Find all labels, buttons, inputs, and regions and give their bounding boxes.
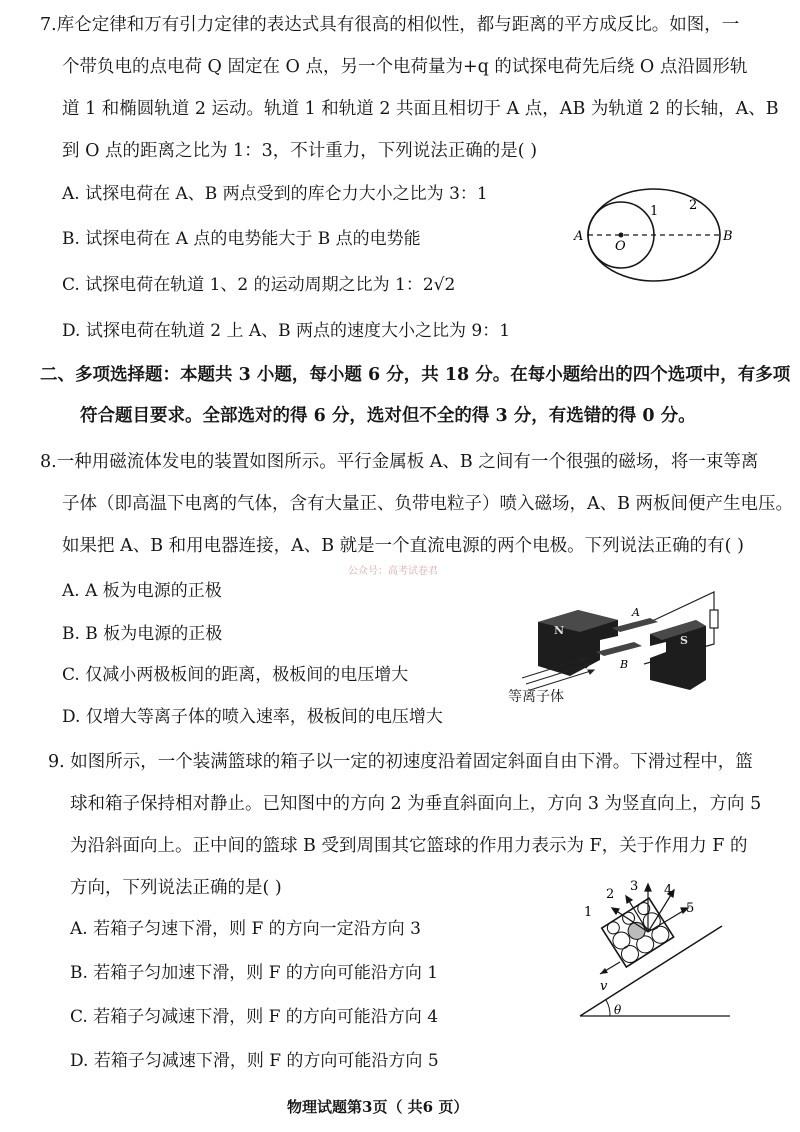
q8-option-a: A. A 板为电源的正极	[62, 581, 222, 601]
section2-line-2: 符合题目要求。全部选对的得 6 分，选对但不全的得 3 分，有选错的得 0 分。	[80, 406, 696, 426]
fig-label-b: B	[723, 229, 733, 244]
q8-line-2: 子体（即高温下电离的气体，含有大量正、负带电粒子）喷入磁场，A、B 两板间便产生电压。	[62, 494, 794, 514]
label-n: N	[554, 624, 565, 637]
label-velocity: v	[600, 979, 608, 994]
plasma-caption: 等离子体	[508, 689, 564, 705]
q7-option-b: B. 试探电荷在 A 点的电势能大于 B 点的电势能	[62, 229, 421, 249]
q9-line-2: 球和箱子保持相对静止。已知图中的方向 2 为垂直斜面向上，方向 3 为竖直向上，方向 5	[70, 794, 762, 814]
q8-option-d: D. 仅增大等离子体的喷入速率，极板间的电压增大	[62, 707, 443, 727]
theta-arc	[606, 1000, 610, 1016]
plate-a	[612, 618, 658, 632]
label-plate-a: A	[632, 606, 640, 619]
label-s: S	[680, 634, 688, 647]
q7-option-c: C. 试探电荷在轨道 1、2 的运动周期之比为 1：2√2	[62, 275, 456, 295]
q9-option-b: B. 若箱子匀加速下滑，则 F 的方向可能沿方向 1	[70, 963, 439, 983]
q9-line-4: 方向，下列说法正确的是( )	[70, 878, 282, 898]
q7-option-a: A. 试探电荷在 A、B 两点受到的库仑力大小之比为 3：1	[62, 184, 488, 204]
q8-line-3: 如果把 A、B 和用电器连接，A、B 就是一个直流电源的两个电极。下列说法正确的有( )	[62, 536, 744, 556]
fig-label-2: 2	[689, 198, 698, 213]
orbit-figure	[566, 186, 766, 296]
q9-line-3: 为沿斜面向上。正中间的篮球 B 受到周围其它篮球的作用力表示为 F，关于作用力 F 的	[70, 836, 748, 856]
label-dir-2: 2	[606, 887, 615, 902]
fig-label-1: 1	[650, 204, 659, 219]
fig-label-o: O	[615, 239, 626, 254]
q7-line-2: 个带负电的点电荷 Q 固定在 O 点，另一个电荷量为+q 的试探电荷先后绕 O 点沿圆形轨	[62, 57, 748, 77]
label-dir-4: 4	[664, 883, 673, 898]
q7-line-1: 7.库仑定律和万有引力定律的表达式具有很高的相似性，都与距离的平方成反比。如图，一	[40, 15, 740, 35]
q8-line-1: 8.一种用磁流体发电的装置如图所示。平行金属板 A、B 之间有一个很强的磁场，将一束等离	[40, 452, 759, 472]
q9-option-d: D. 若箱子匀减速下滑，则 F 的方向可能沿方向 5	[70, 1051, 439, 1071]
plate-b	[596, 642, 642, 656]
q9-option-a: A. 若箱子匀速下滑，则 F 的方向一定沿方向 3	[70, 919, 421, 939]
label-plate-b: B	[620, 658, 629, 671]
incline-box-figure	[570, 868, 740, 1028]
label-theta: θ	[614, 1003, 622, 1017]
label-dir-3: 3	[630, 879, 639, 894]
label-dir-1: 1	[584, 905, 593, 920]
page-footer: 物理试题第3页（ 共6 页）	[287, 1098, 469, 1116]
q9-line-1: 9. 如图所示，一个装满篮球的箱子以一定的初速度沿着固定斜面自由下滑。下滑过程中，篮	[48, 752, 753, 772]
watermark: 公众号：高考试卷君	[348, 566, 438, 577]
velocity-arrowhead	[600, 968, 608, 974]
label-dir-5: 5	[686, 901, 695, 916]
load-resistor	[710, 610, 718, 628]
point-charge-o	[619, 233, 624, 238]
q9-option-c: C. 若箱子匀减速下滑，则 F 的方向可能沿方向 4	[70, 1007, 439, 1027]
q8-option-c: C. 仅减小两极板间的距离，极板间的电压增大	[62, 665, 409, 685]
section2-line-1: 二、多项选择题：本题共 3 小题，每小题 6 分，共 18 分。在每小题给出的四个选项中，有多项	[40, 365, 791, 385]
q7-option-d: D. 试探电荷在轨道 2 上 A、B 两点的速度大小之比为 9：1	[62, 321, 511, 341]
q8-option-b: B. B 板为电源的正极	[62, 624, 223, 644]
q7-line-4: 到 O 点的距离之比为 1：3，不计重力，下列说法正确的是( )	[62, 141, 538, 161]
fig-label-a: A	[574, 229, 584, 244]
q7-line-3: 道 1 和椭圆轨道 2 运动。轨道 1 和轨道 2 共面且相切于 A 点，AB 为轨道 2 的长轴，A、B	[62, 99, 779, 119]
